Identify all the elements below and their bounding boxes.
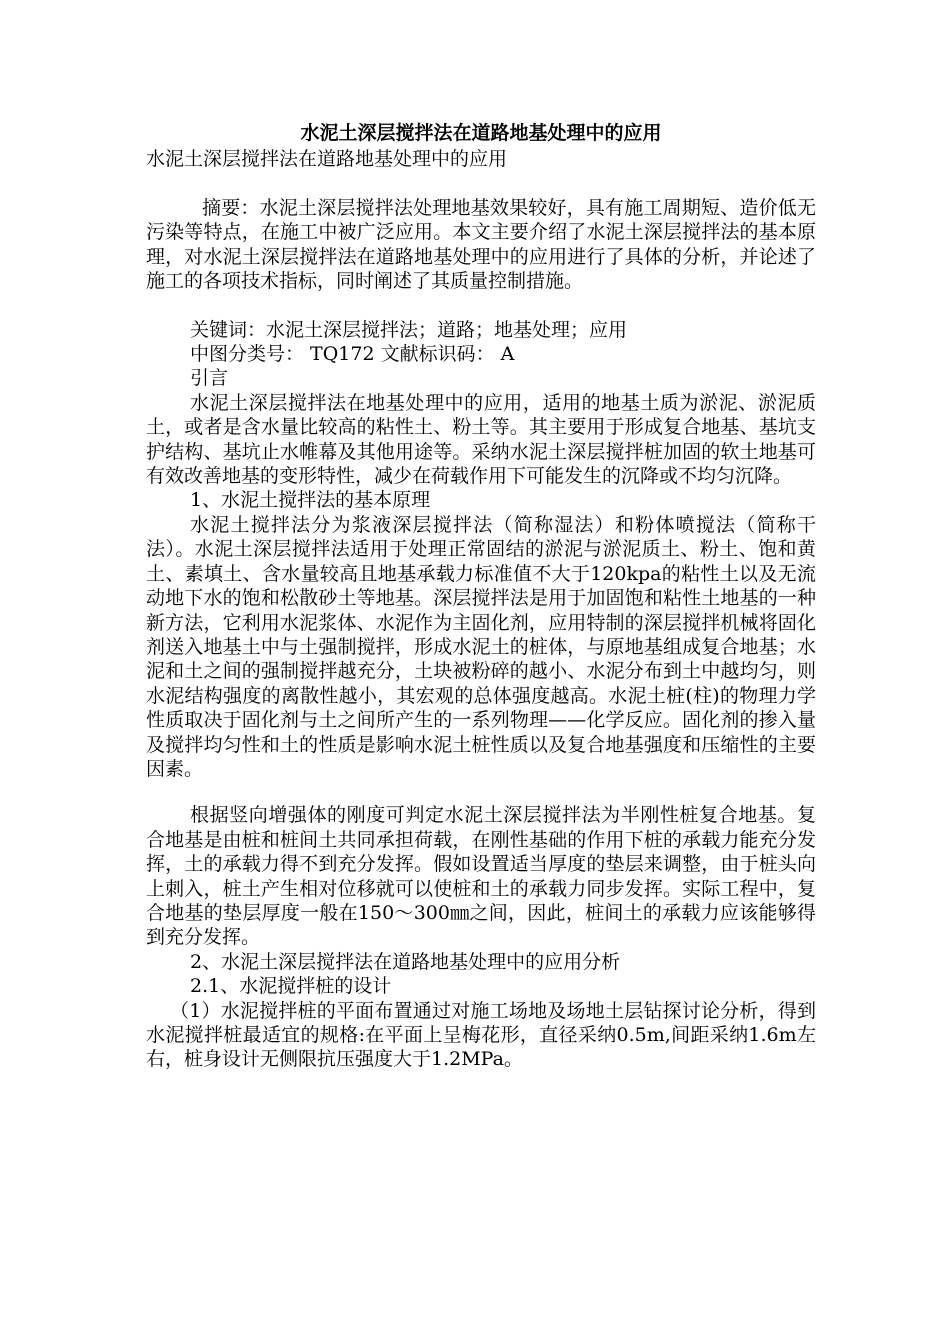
section1-paragraph-2: 根据竖向增强体的刚度可判定水泥土深层搅拌法为半刚性桩复合地基。复合地基是由桩和桩间土共同承担荷载，在刚性基础的作用下桩的承载力能充分发挥，土的承载力得不到充分发挥。假如设置适当厚度的垫层来调整，由于桩头向上刺入，桩土产生相对位移就可以使桩和土的承载力同步发挥。实际工程中，复合地基的垫层厚度一般在150～300㎜之间，因此，桩间土的承载力应该能够得到充分发挥。 — [146, 804, 816, 949]
keywords-line: 关键词：水泥土深层搅拌法；道路；地基处理；应用 — [190, 318, 628, 341]
classification-line: 中图分类号： TQ172 文献标识码： A — [190, 343, 515, 366]
document-title: 水泥土深层搅拌法在道路地基处理中的应用 — [300, 122, 662, 144]
section1-paragraph-1: 水泥土搅拌法分为浆液深层搅拌法（简称湿法）和粉体喷搅法（简称干法）。水泥土深层搅拌法适用于处理正常固结的淤泥与淤泥质土、粉土、饱和黄土、素填土、含水量较高且地基承载力标准值不大于120kpa的粘性土以及无流动地下水的饱和松散砂土等地基。深层搅拌法是用于加固饱和粘性土地基的一种新方法，它利用水泥浆体、水泥作为主固化剂，应用特制的深层搅拌机械将固化剂送入地基土中与土强制搅拌，形成水泥土的桩体，与原地基组成复合地基；水泥和土之间的强制搅拌越充分，土块被粉碎的越小、水泥分布到土中越均匀，则水泥结构强度的离散性越小，其宏观的总体强度越高。水泥土桩(柱)的物理力学性质取决于固化剂与土之间所产生的一系列物理——化学反应。固化剂的掺入量及搅拌均匀性和土的性质是影响水泥土桩性质以及复合地基强度和压缩性的主要因素。 — [146, 513, 816, 780]
spacer — [146, 781, 816, 803]
section1-heading: 1、水泥土搅拌法的基本原理 — [190, 489, 431, 512]
section2-1-paragraph-1: （1）水泥搅拌桩的平面布置通过对施工场地及场地土层钻探讨论分析，得到水泥搅拌桩最适宜的规格:在平面上呈梅花形，直径采纳0.5m,间距采纳1.6m左右，桩身设计无侧限抗压强度大于1.2MPa。 — [146, 999, 816, 1071]
abstract-paragraph: 摘要：水泥土深层搅拌法处理地基效果较好，具有施工周期短、造价低无污染等特点，在施工中被广泛应用。本文主要介绍了水泥土深层搅拌法的基本原理，对水泥土深层搅拌法在道路地基处理中的应用进行了具体的分析，并论述了施工的各项技术指标，同时阐述了其质量控制措施。 — [146, 197, 816, 293]
intro-heading: 引言 — [190, 367, 229, 390]
document-page — [146, 120, 816, 1072]
section2-heading: 2、水泥土深层搅拌法在道路地基处理中的应用分析 — [190, 950, 621, 973]
document-subtitle: 水泥土深层搅拌法在道路地基处理中的应用 — [146, 148, 508, 170]
section2-1-heading: 2.1、水泥搅拌桩的设计 — [190, 975, 392, 998]
spacer — [146, 172, 816, 196]
intro-paragraph: 水泥土深层搅拌法在地基处理中的应用，适用的地基土质为淤泥、淤泥质土，或者是含水量比较高的粘性土、粉土等。其主要用于形成复合地基、基坑支护结构、基坑止水帷幕及其他用途等。采纳水泥土深层搅拌桩加固的软土地基可有效改善地基的变形特性，减少在荷载作用下可能发生的沉降或不均匀沉降。 — [146, 391, 816, 488]
spacer — [146, 294, 816, 318]
